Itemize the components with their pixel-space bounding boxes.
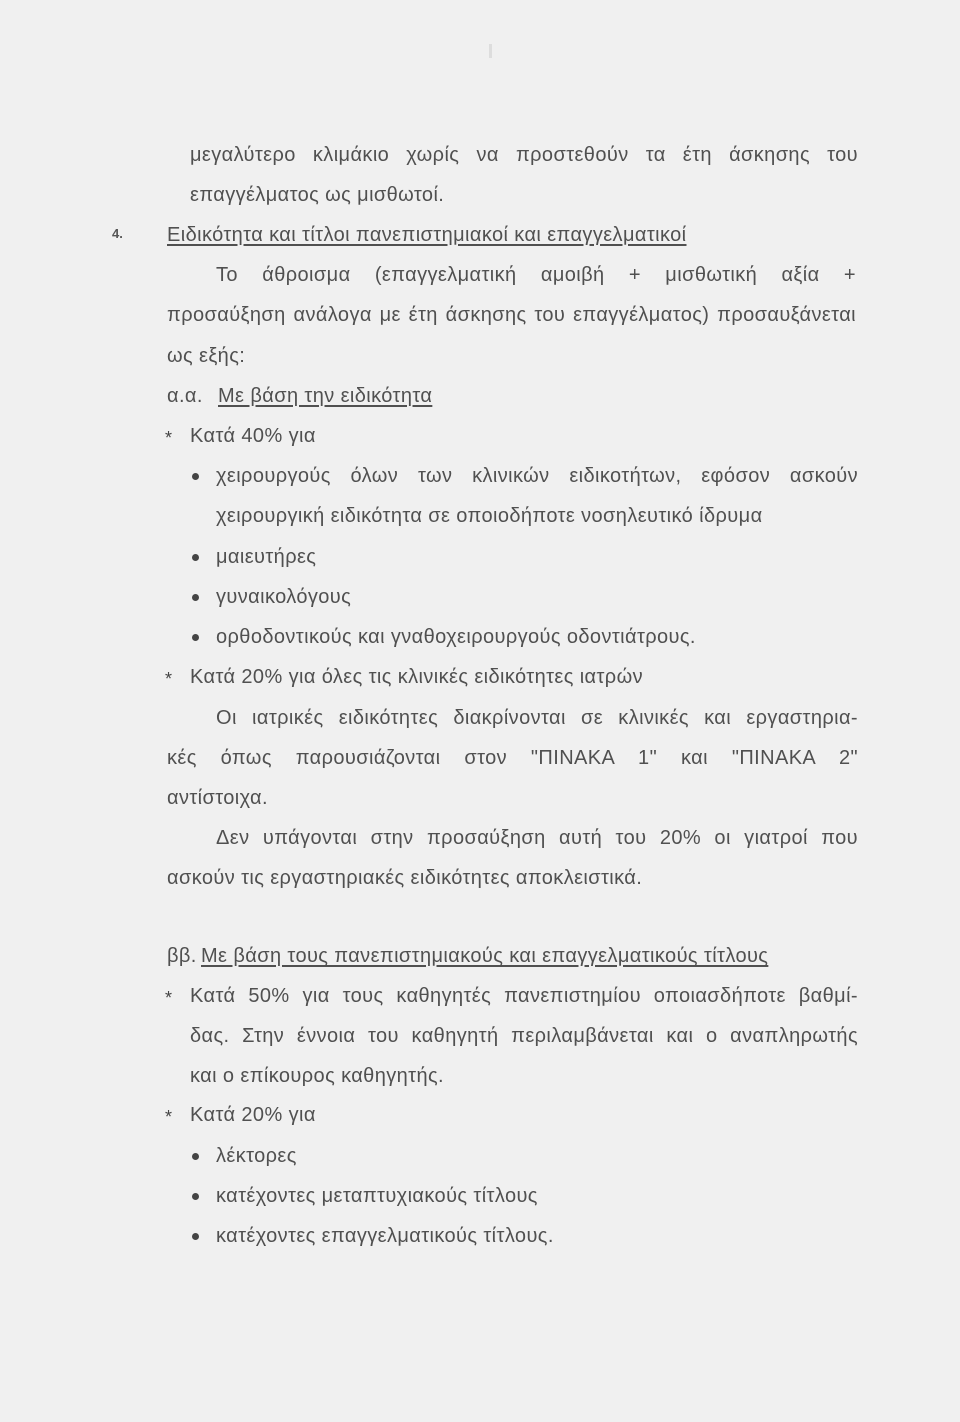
paragraph-line: ασκούν τις εργαστηριακές ειδικότητες αποκλειστικά.	[167, 867, 643, 889]
list-item: χειρουργούς όλων των κλινικών ειδικοτήτων, εφόσον ασκούν	[216, 465, 858, 487]
list-item: Κατά 20% για όλες τις κλινικές ειδικότητες ιατρών	[190, 666, 643, 688]
list-item: μαιευτήρες	[216, 546, 317, 568]
list-item: Κατά 50% για τους καθηγητές πανεπιστημίου οποιασδήποτε βαθμί-	[190, 985, 858, 1007]
list-item: λέκτορες	[216, 1145, 297, 1167]
paragraph-line: Δεν υπάγονται στην προσαύξηση αυτή του 20% οι γιατροί που	[216, 827, 858, 849]
list-item: κατέχοντες μεταπτυχιακούς τίτλους	[216, 1185, 538, 1207]
bullet-icon	[192, 1153, 199, 1160]
paragraph-line: Το άθροισμα (επαγγελματική αμοιβή + μισθωτική αξία +	[216, 264, 856, 286]
bullet-icon	[192, 554, 199, 561]
subsection-label: ββ.	[167, 945, 197, 967]
list-item-continuation: και ο επίκουρος καθηγητής.	[190, 1065, 444, 1087]
paragraph-line: επαγγέλματος ως μισθωτοί.	[190, 184, 445, 206]
star-marker: *	[165, 428, 173, 448]
scan-artifact	[489, 44, 492, 58]
star-marker: *	[165, 988, 173, 1008]
paragraph-line: προσαύξηση ανάλογα με έτη άσκησης του επαγγέλματος) προσαυξάνεται	[167, 304, 856, 326]
bullet-icon	[192, 634, 199, 641]
section-number: 4.	[112, 226, 123, 241]
bullet-icon	[192, 473, 199, 480]
paragraph-line: μεγαλύτερο κλιμάκιο χωρίς να προστεθούν τα έτη άσκησης του	[190, 144, 858, 166]
paragraph-line: κές όπως παρουσιάζονται στον "ΠΙΝΑΚΑ 1" και "ΠΙΝΑΚΑ 2"	[167, 747, 858, 769]
paragraph-line: ως εξής:	[167, 345, 246, 367]
list-item: Κατά 20% για	[190, 1104, 316, 1126]
bullet-icon	[192, 594, 199, 601]
paragraph-line: Οι ιατρικές ειδικότητες διακρίνονται σε κλινικές και εργαστηρια-	[216, 707, 858, 729]
subsection-heading: Με βάση τους πανεπιστημιακούς και επαγγελματικούς τίτλους	[201, 945, 769, 967]
bullet-icon	[192, 1233, 199, 1240]
section-heading: Ειδικότητα και τίτλοι πανεπιστημιακοί και επαγγελματικοί	[167, 224, 687, 246]
paragraph-line: αντίστοιχα.	[167, 787, 268, 809]
subsection-label: α.α.	[167, 385, 203, 407]
subsection-heading: Με βάση την ειδικότητα	[218, 385, 433, 407]
list-item-continuation: δας. Στην έννοια του καθηγητή περιλαμβάνεται και ο αναπληρωτής	[190, 1025, 858, 1047]
star-marker: *	[165, 669, 173, 689]
star-marker: *	[165, 1107, 173, 1127]
bullet-icon	[192, 1193, 199, 1200]
list-item: Κατά 40% για	[190, 425, 316, 447]
list-item: κατέχοντες επαγγελματικούς τίτλους.	[216, 1225, 554, 1247]
list-item: γυναικολόγους	[216, 586, 352, 608]
list-item: ορθοδοντικούς και γναθοχειρουργούς οδοντιάτρους.	[216, 626, 696, 648]
list-item-continuation: χειρουργική ειδικότητα σε οποιοδήποτε νοσηλευτικό ίδρυμα	[216, 505, 763, 527]
